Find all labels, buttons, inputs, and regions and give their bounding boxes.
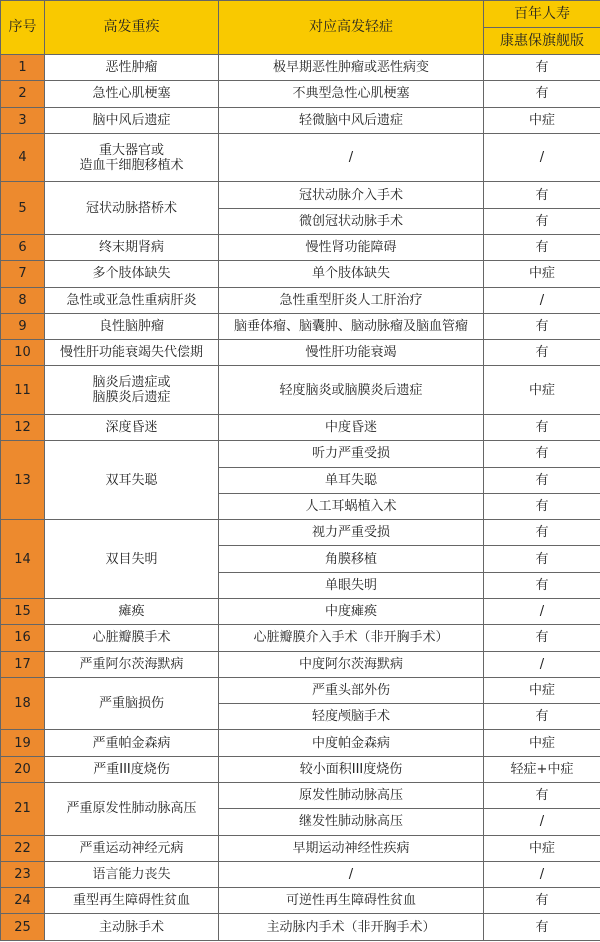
row-number: 17	[1, 651, 45, 677]
row-number: 23	[1, 861, 45, 887]
header-major-illness: 高发重疾	[45, 1, 219, 55]
coverage-cell: 有	[484, 625, 600, 651]
major-illness-cell: 脑中风后遗症	[45, 107, 219, 133]
row-number: 2	[1, 81, 45, 107]
minor-illness-cell: /	[219, 133, 484, 182]
row-number: 12	[1, 415, 45, 441]
row-number: 20	[1, 756, 45, 782]
row-number: 14	[1, 520, 45, 599]
row-number: 18	[1, 677, 45, 730]
row-number: 24	[1, 888, 45, 914]
row-number: 6	[1, 235, 45, 261]
table-row	[1, 651, 600, 677]
table-row	[1, 107, 600, 133]
table-row	[1, 888, 600, 914]
minor-illness-cell: 视力严重受损	[219, 520, 484, 546]
coverage-cell: /	[484, 599, 600, 625]
header-company: 百年人寿	[484, 1, 600, 28]
coverage-cell: /	[484, 809, 600, 835]
major-illness-cell: 深度昏迷	[45, 415, 219, 441]
minor-illness-cell: 轻度脑炎或脑膜炎后遗症	[219, 366, 484, 415]
row-number: 11	[1, 366, 45, 415]
table-row	[1, 756, 600, 782]
major-illness-cell: 良性脑肿瘤	[45, 313, 219, 339]
major-illness-cell: 严重原发性肺动脉高压	[45, 783, 219, 836]
table-row	[1, 366, 600, 415]
table-row	[1, 261, 600, 287]
coverage-cell: 有	[484, 55, 600, 81]
row-number: 19	[1, 730, 45, 756]
table-row	[1, 81, 600, 107]
row-number: 15	[1, 599, 45, 625]
minor-illness-cell: 可逆性再生障碍性贫血	[219, 888, 484, 914]
minor-illness-cell: 严重头部外伤	[219, 677, 484, 703]
minor-illness-cell: 急性重型肝炎人工肝治疗	[219, 287, 484, 313]
coverage-cell: 有	[484, 888, 600, 914]
row-number: 9	[1, 313, 45, 339]
major-illness-cell: 慢性肝功能衰竭失代偿期	[45, 340, 219, 366]
table-row	[1, 783, 600, 809]
coverage-cell: /	[484, 651, 600, 677]
minor-illness-cell: 原发性肺动脉高压	[219, 783, 484, 809]
coverage-cell: 有	[484, 208, 600, 234]
table-body	[1, 55, 600, 941]
table-row	[1, 520, 600, 546]
table-row	[1, 340, 600, 366]
minor-illness-cell: 人工耳蜗植入术	[219, 493, 484, 519]
minor-illness-cell: 心脏瓣膜介入手术（非开胸手术）	[219, 625, 484, 651]
coverage-cell: /	[484, 287, 600, 313]
minor-illness-cell: 角膜移植	[219, 546, 484, 572]
table-row	[1, 287, 600, 313]
minor-illness-cell: 中度瘫痪	[219, 599, 484, 625]
coverage-cell: /	[484, 861, 600, 887]
minor-illness-cell: 单耳失聪	[219, 467, 484, 493]
row-number: 10	[1, 340, 45, 366]
header-product: 康惠保旗舰版	[484, 28, 600, 55]
minor-illness-cell: 不典型急性心肌梗塞	[219, 81, 484, 107]
minor-illness-cell: 脑垂体瘤、脑囊肿、脑动脉瘤及脑血管瘤	[219, 313, 484, 339]
minor-illness-cell: 听力严重受损	[219, 441, 484, 467]
minor-illness-cell: 冠状动脉介入手术	[219, 182, 484, 208]
row-number: 13	[1, 441, 45, 520]
coverage-cell: 有	[484, 572, 600, 598]
minor-illness-cell: 微创冠状动脉手术	[219, 208, 484, 234]
table-row	[1, 599, 600, 625]
minor-illness-cell: 中度阿尔茨海默病	[219, 651, 484, 677]
coverage-cell: 有	[484, 520, 600, 546]
row-number: 7	[1, 261, 45, 287]
major-illness-cell: 重大器官或 造血干细胞移植术	[45, 133, 219, 182]
major-illness-cell: 双目失明	[45, 520, 219, 599]
coverage-cell: 中症	[484, 835, 600, 861]
minor-illness-cell: 慢性肾功能障碍	[219, 235, 484, 261]
major-illness-cell: 终末期肾病	[45, 235, 219, 261]
row-number: 1	[1, 55, 45, 81]
coverage-cell: 有	[484, 340, 600, 366]
minor-illness-cell: 主动脉内手术（非开胸手术）	[219, 914, 484, 940]
minor-illness-cell: 继发性肺动脉高压	[219, 809, 484, 835]
coverage-cell: 中症	[484, 730, 600, 756]
coverage-cell: 有	[484, 704, 600, 730]
table-row	[1, 835, 600, 861]
minor-illness-cell: 单个肢体缺失	[219, 261, 484, 287]
table-row	[1, 55, 600, 81]
minor-illness-cell: 轻微脑中风后遗症	[219, 107, 484, 133]
major-illness-cell: 冠状动脉搭桥术	[45, 182, 219, 235]
header-no: 序号	[1, 1, 45, 55]
minor-illness-cell: /	[219, 861, 484, 887]
major-illness-cell: 严重III度烧伤	[45, 756, 219, 782]
minor-illness-cell: 慢性肝功能衰竭	[219, 340, 484, 366]
coverage-cell: 有	[484, 493, 600, 519]
coverage-cell: 有	[484, 783, 600, 809]
major-illness-cell: 多个肢体缺失	[45, 261, 219, 287]
table-row	[1, 235, 600, 261]
major-illness-cell: 严重脑损伤	[45, 677, 219, 730]
minor-illness-cell: 中度昏迷	[219, 415, 484, 441]
major-illness-cell: 急性心肌梗塞	[45, 81, 219, 107]
major-illness-cell: 双耳失聪	[45, 441, 219, 520]
major-illness-cell: 严重帕金森病	[45, 730, 219, 756]
coverage-cell: 中症	[484, 261, 600, 287]
table-row	[1, 133, 600, 182]
table-row	[1, 415, 600, 441]
table-row	[1, 441, 600, 467]
row-number: 16	[1, 625, 45, 651]
major-illness-cell: 严重阿尔茨海默病	[45, 651, 219, 677]
minor-illness-cell: 中度帕金森病	[219, 730, 484, 756]
table-row	[1, 313, 600, 339]
major-illness-cell: 主动脉手术	[45, 914, 219, 940]
header-minor-illness: 对应高发轻症	[219, 1, 484, 55]
table-row	[1, 861, 600, 887]
row-number: 25	[1, 914, 45, 940]
coverage-cell: 中症	[484, 366, 600, 415]
row-number: 5	[1, 182, 45, 235]
coverage-cell: 有	[484, 467, 600, 493]
row-number: 8	[1, 287, 45, 313]
coverage-cell: 有	[484, 182, 600, 208]
coverage-cell: 有	[484, 914, 600, 940]
major-illness-cell: 急性或亚急性重病肝炎	[45, 287, 219, 313]
minor-illness-cell: 早期运动神经性疾病	[219, 835, 484, 861]
major-illness-cell: 恶性肿瘤	[45, 55, 219, 81]
coverage-cell: 轻症+中症	[484, 756, 600, 782]
major-illness-cell: 严重运动神经元病	[45, 835, 219, 861]
row-number: 4	[1, 133, 45, 182]
coverage-cell: 有	[484, 81, 600, 107]
minor-illness-cell: 单眼失明	[219, 572, 484, 598]
coverage-cell: 中症	[484, 107, 600, 133]
table-row	[1, 730, 600, 756]
row-number: 21	[1, 783, 45, 836]
coverage-cell: 有	[484, 313, 600, 339]
table-row	[1, 182, 600, 208]
major-illness-cell: 瘫痪	[45, 599, 219, 625]
row-number: 3	[1, 107, 45, 133]
minor-illness-cell: 轻度颅脑手术	[219, 704, 484, 730]
coverage-cell: 有	[484, 235, 600, 261]
coverage-cell: 有	[484, 415, 600, 441]
table-row	[1, 677, 600, 703]
major-illness-cell: 语言能力丧失	[45, 861, 219, 887]
minor-illness-cell: 较小面积III度烧伤	[219, 756, 484, 782]
row-number: 22	[1, 835, 45, 861]
major-illness-cell: 脑炎后遗症或 脑膜炎后遗症	[45, 366, 219, 415]
major-illness-cell: 心脏瓣膜手术	[45, 625, 219, 651]
coverage-cell: 中症	[484, 677, 600, 703]
table-row	[1, 625, 600, 651]
coverage-cell: 有	[484, 441, 600, 467]
coverage-cell: /	[484, 133, 600, 182]
table-row	[1, 914, 600, 940]
coverage-cell: 有	[484, 546, 600, 572]
minor-illness-cell: 极早期恶性肿瘤或恶性病变	[219, 55, 484, 81]
major-illness-cell: 重型再生障碍性贫血	[45, 888, 219, 914]
